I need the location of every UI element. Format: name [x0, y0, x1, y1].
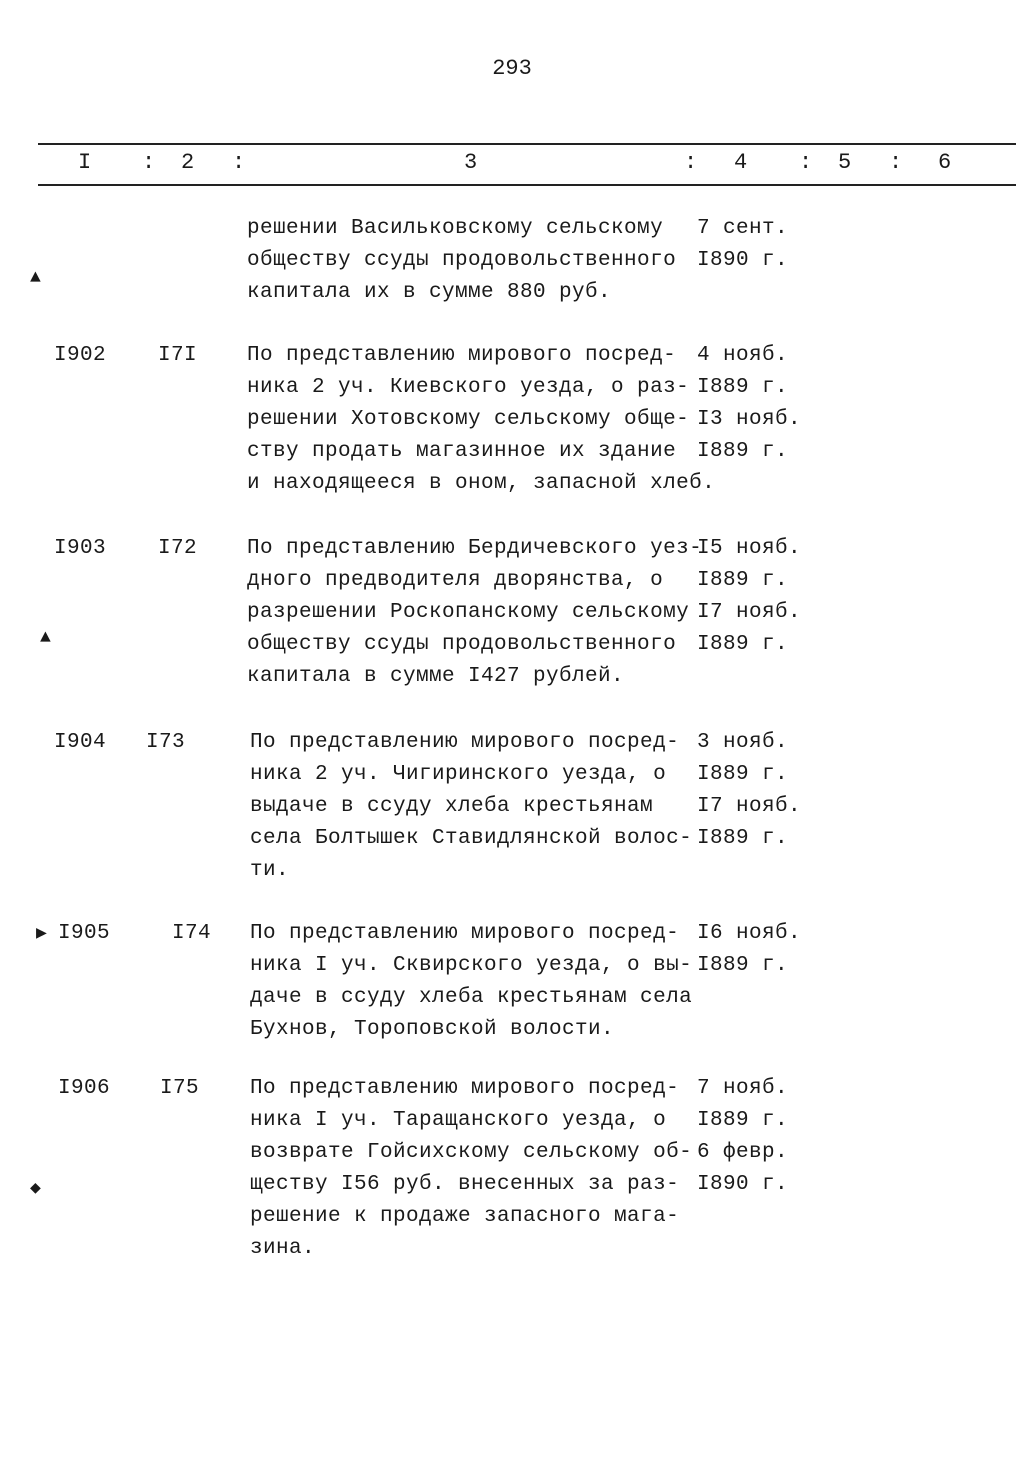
entry-text-line: По представлению Бердичевского уез- [247, 537, 703, 560]
entry-date-line: 4 нояб. [697, 344, 789, 367]
entry-number: I905 [58, 922, 111, 945]
entry-text-line: ника 2 уч. Чигиринского уезда, о [250, 763, 667, 786]
entry-text-line: капитала их в сумме 880 руб. [247, 281, 612, 304]
entry-number: I902 [54, 344, 107, 367]
header-separator: : [684, 150, 698, 175]
scan-mark: ▶ [36, 924, 47, 944]
entry-date-line: I7 нояб. [697, 601, 802, 624]
entry-reference: I75 [160, 1077, 200, 1100]
header-col-4: 4 [734, 150, 748, 175]
entry-text-line: ти. [250, 859, 290, 882]
entry-text-line: ству продать магазинное их здание [247, 440, 677, 463]
entry-number: I903 [54, 537, 107, 560]
entry-date-line: I889 г. [697, 827, 789, 850]
entry-text-line: Бухнов, Тороповской волости. [250, 1018, 615, 1041]
header-col-6: 6 [938, 150, 952, 175]
entry-date-line: I889 г. [697, 376, 789, 399]
entry-text-line: ника I уч. Таращанского уезда, о [250, 1109, 667, 1132]
entry-text-line: разрешении Роскопанскому сельскому [247, 601, 690, 624]
entry-text-line: села Болтышек Ставидлянской волос- [250, 827, 693, 850]
entry-date-line: I889 г. [697, 1109, 789, 1132]
scan-mark: ▲ [30, 268, 41, 288]
entry-text-line: возврате Гойсихскому сельскому об- [250, 1141, 693, 1164]
entry-text-line: решении Васильковскому сельскому [247, 217, 664, 240]
scan-mark: ◆ [30, 1179, 41, 1199]
entry-text-line: По представлению мирового посред- [247, 344, 677, 367]
header-top-rule [38, 143, 1016, 145]
scan-mark: ▲ [40, 628, 51, 648]
entry-date-line: I890 г. [697, 1173, 789, 1196]
entry-text-line: По представлению мирового посред- [250, 731, 680, 754]
entry-date-line: I889 г. [697, 763, 789, 786]
entry-text-line: выдаче в ссуду хлеба крестьянам [250, 795, 654, 818]
header-separator: : [889, 150, 903, 175]
header-separator: : [142, 150, 156, 175]
entry-text-line: ника I уч. Сквирского уезда, о вы- [250, 954, 693, 977]
header-col-1: I [78, 150, 92, 175]
header-col-3: 3 [464, 150, 478, 175]
page-number: 293 [492, 56, 532, 81]
entry-text-line: решение к продаже запасного мага- [250, 1205, 680, 1228]
entry-date-line: I5 нояб. [697, 537, 802, 560]
entry-date-line: 6 февр. [697, 1141, 789, 1164]
header-bottom-rule [38, 184, 1016, 186]
entry-reference: I72 [158, 537, 198, 560]
entry-date-line: I890 г. [697, 249, 789, 272]
entry-date-line: I889 г. [697, 569, 789, 592]
entry-text-line: обществу ссуды продовольственного [247, 633, 677, 656]
entry-date-line: I889 г. [697, 954, 789, 977]
header-separator: : [232, 150, 246, 175]
entry-date-line: 7 сент. [697, 217, 789, 240]
entry-text-line: зина. [250, 1237, 316, 1260]
entry-text-line: решении Хотовскому сельскому обще- [247, 408, 690, 431]
entry-text-line: даче в ссуду хлеба крестьянам села [250, 986, 693, 1009]
entry-text-line: ществу I56 руб. внесенных за раз- [250, 1173, 680, 1196]
entry-date-line: I889 г. [697, 440, 789, 463]
entry-date-line: I7 нояб. [697, 795, 802, 818]
entry-date-line: I3 нояб. [697, 408, 802, 431]
entry-text-line: капитала в сумме I427 рублей. [247, 665, 625, 688]
entry-text-line: По представлению мирового посред- [250, 922, 680, 945]
entry-date-line: I6 нояб. [697, 922, 802, 945]
entry-reference: I7I [158, 344, 198, 367]
entry-text-line: и находящееся в оном, запасной хлеб. [247, 472, 716, 495]
entry-reference: I74 [172, 922, 212, 945]
entry-text-line: По представлению мирового посред- [250, 1077, 680, 1100]
header-col-2: 2 [181, 150, 195, 175]
entry-reference: I73 [146, 731, 186, 754]
entry-text-line: ника 2 уч. Киевского уезда, о раз- [247, 376, 690, 399]
entry-date-line: 3 нояб. [697, 731, 789, 754]
entry-date-line: 7 нояб. [697, 1077, 789, 1100]
entry-text-line: обществу ссуды продовольственного [247, 249, 677, 272]
entry-number: I904 [54, 731, 107, 754]
header-col-5: 5 [838, 150, 852, 175]
entry-number: I906 [58, 1077, 111, 1100]
header-separator: : [799, 150, 813, 175]
entry-text-line: дного предводителя дворянства, о [247, 569, 664, 592]
entry-date-line: I889 г. [697, 633, 789, 656]
